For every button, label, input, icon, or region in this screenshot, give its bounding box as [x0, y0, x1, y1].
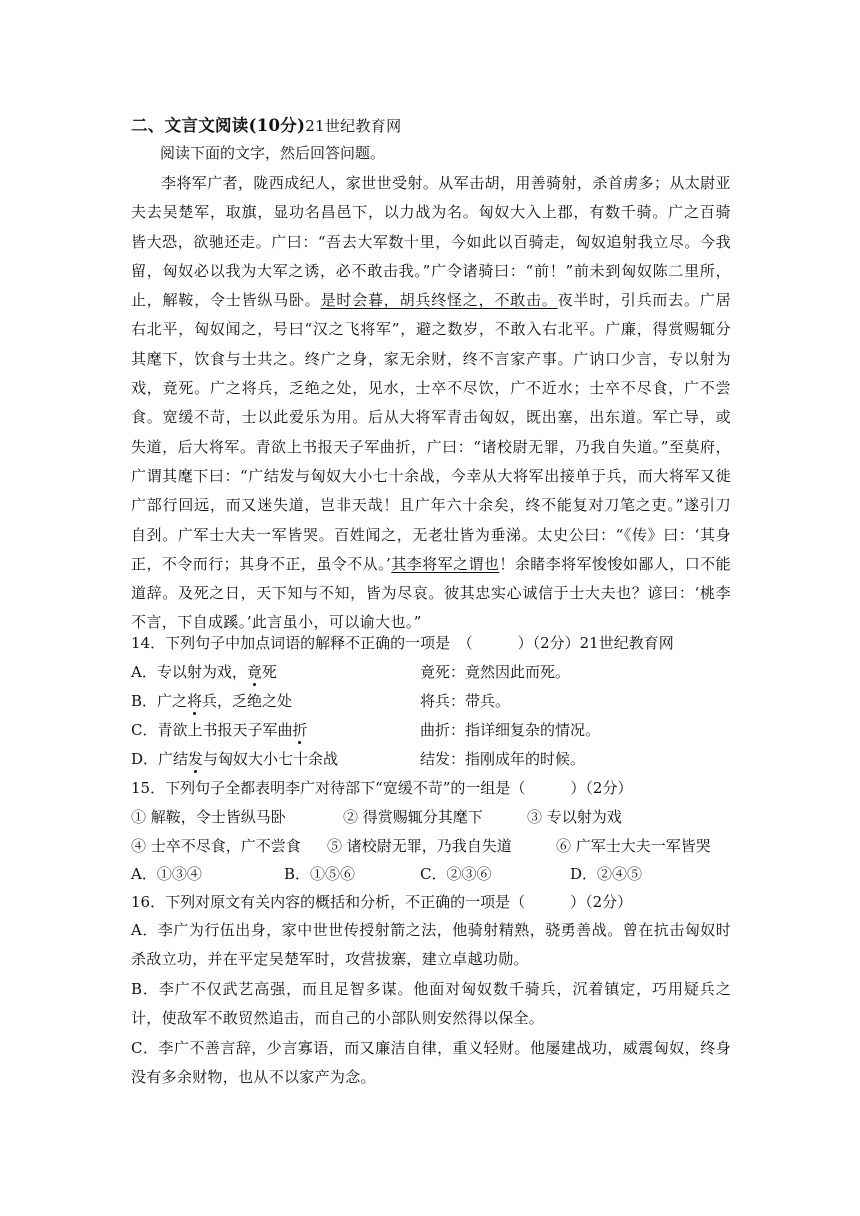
q16-stem: 16．下列对原文有关内容的概括和分析，不正确的一项是（ ）（2分）: [131, 893, 633, 911]
q15-choice-d[interactable]: D．②④⑤: [570, 865, 643, 883]
q14-a-dotted-word: 竟: [246, 663, 262, 681]
q15-item-1: ① 解鞍，令士皆纵马卧: [131, 808, 286, 826]
q14-d-dotted-word: 发: [188, 750, 204, 768]
q15-item-2: ② 得赏赐辄分其麾下: [343, 808, 483, 826]
q14-d-text: D．广结: [131, 750, 189, 768]
q14-option-b[interactable]: [131, 690, 292, 718]
q14-a-text: A．专以射为戏，: [131, 663, 247, 681]
q14-b-text: B．广之: [131, 692, 188, 710]
q16-option-c[interactable]: C．李广不善言辞，少言寡语，而又廉洁自律，重义轻财。他屡建战功，威震匈奴，终身没有多余财物，也从不以家产为念。: [131, 1039, 731, 1087]
source-label: 21世纪教育网: [305, 117, 402, 135]
q15-item-5: ⑤ 诸校尉无罪，乃我自失道: [327, 837, 512, 855]
q14-option-a[interactable]: [131, 661, 277, 689]
q15-item-3: ③ 专以射为戏: [527, 808, 622, 826]
q15-choice-a[interactable]: A．①③④: [131, 865, 202, 883]
underlined-sentence-2: 其李将军之谓也: [391, 554, 500, 573]
q14-d-explanation: 结发：指刚成年的时候。: [420, 750, 586, 768]
section-heading: [131, 112, 401, 136]
q14-stem: 14．下列句子中加点词语的解释不正确的一项是 （ ）（2分）21世纪教育网: [131, 634, 674, 652]
q15-choice-c[interactable]: C．②③⑥: [420, 865, 492, 883]
q14-c-explanation: 曲折：指详细复杂的情况。: [420, 721, 601, 739]
q16-option-b[interactable]: B．李广不仅武艺高强，而且足智多谋。他面对匈奴数千骑兵，沉着镇定，巧用疑兵之计，使敌军不敢贸然追击，而自己的小部队则安然得以保全。: [131, 980, 731, 1028]
q14-option-c[interactable]: [131, 719, 308, 747]
underlined-sentence-1: 是时会暮，胡兵终怪之，不敢击。: [320, 291, 558, 310]
q14-c-dotted-word: 折: [292, 721, 308, 739]
q15-item-4: ④ 士卒不尽食，广不尝食: [131, 837, 301, 855]
q14-d-text-end: 与匈奴大小七十余战: [203, 750, 339, 768]
passage-part-2: 夜半时，引兵而去。广居右北平，匈奴闻之，号曰“汉之飞将军”，避之数岁，不敢入右北平。广廉，得赏赐辄分其麾下，饮食与士共之。终广之身，家无余财，终不言家产事。广讷口少言，专以射为戏，竟死。广之将兵，乏绝之处，见水，士卒不尽饮，广不近水；士卒不尽食，广不尝食。宽缓不苛，士以此爱乐为用。后从大将军青击匈奴，既出塞，出东道。军亡导，或失道，后大将军。青欲上书报天子军曲折，广曰：“诸校尉无罪，乃我自失道。”至莫府，广谓其麾下曰：“广结发与匈奴大小七十余战，今幸从大将军出接单于兵，而大将军又徙广部行回远，而又迷失道，岂非天哉！且广年六十余矣，终不能复对刀笔之吏。”遂引刀自刭。广军士大夫一军皆哭。百姓闻之，无老壮皆为垂涕。太史公曰：“《传》曰：‘其身正，不令而行；其身不正，虽令不从。’: [131, 291, 731, 573]
q15-stem: 15．下列句子全都表明李广对待部下“宽缓不苛”的一组是（ ）（2分）: [131, 779, 633, 797]
q14-a-text-end: 死: [261, 663, 277, 681]
section-title: 二、文言文阅读(10分): [131, 116, 306, 135]
passage-part-3: ！余睹李将军悛悛如鄙人，口不能道辞。及死之日，天下知与不知，皆为尽哀。彼其忠实心诚信于士大夫也？谚曰：‘桃李不言，下自成蹊。’此言虽小，可以谕大也。”: [131, 554, 731, 632]
q14-b-text-end: 兵，乏绝之处: [202, 692, 293, 710]
q14-b-dotted-word: 将: [187, 692, 203, 710]
q14-option-d[interactable]: [131, 748, 338, 776]
q14-c-text: C．青欲上书报天子军曲: [131, 721, 293, 739]
q15-item-6: ⑥ 广军士大夫一军皆哭: [556, 837, 711, 855]
q16-option-a[interactable]: A．李广为行伍出身，家中世世传授射箭之法，他骑射精熟，骁勇善战。曾在抗击匈奴时杀敌立功，并在平定吴楚军时，攻营拔寨，建立卓越功勋。: [131, 921, 731, 969]
passage-part-1: 李将军广者，陇西成纪人，家世世受射。从军击胡，用善骑射，杀首虏多；从太尉亚夫去吴楚军，取旗，显功名昌邑下，以力战为名。匈奴大入上郡，有数千骑。广之百骑皆大恐，欲驰还走。广曰：“吾去大军数十里，今如此以百骑走，匈奴追射我立尽。今我留，匈奴必以我为大军之诱，必不敢击我。”广令诸骑曰：“前！”前未到匈奴陈二里所，止，解鞍，令士皆纵马卧。: [131, 174, 731, 310]
reading-instruction: 阅读下面的文字，然后回答问题。: [160, 144, 386, 162]
q15-choice-b[interactable]: B．①⑤⑥: [284, 865, 356, 883]
classical-passage: [131, 169, 731, 638]
q14-b-explanation: 将兵：带兵。: [420, 692, 511, 710]
q14-a-explanation: 竟死：竟然因此而死。: [420, 663, 571, 681]
